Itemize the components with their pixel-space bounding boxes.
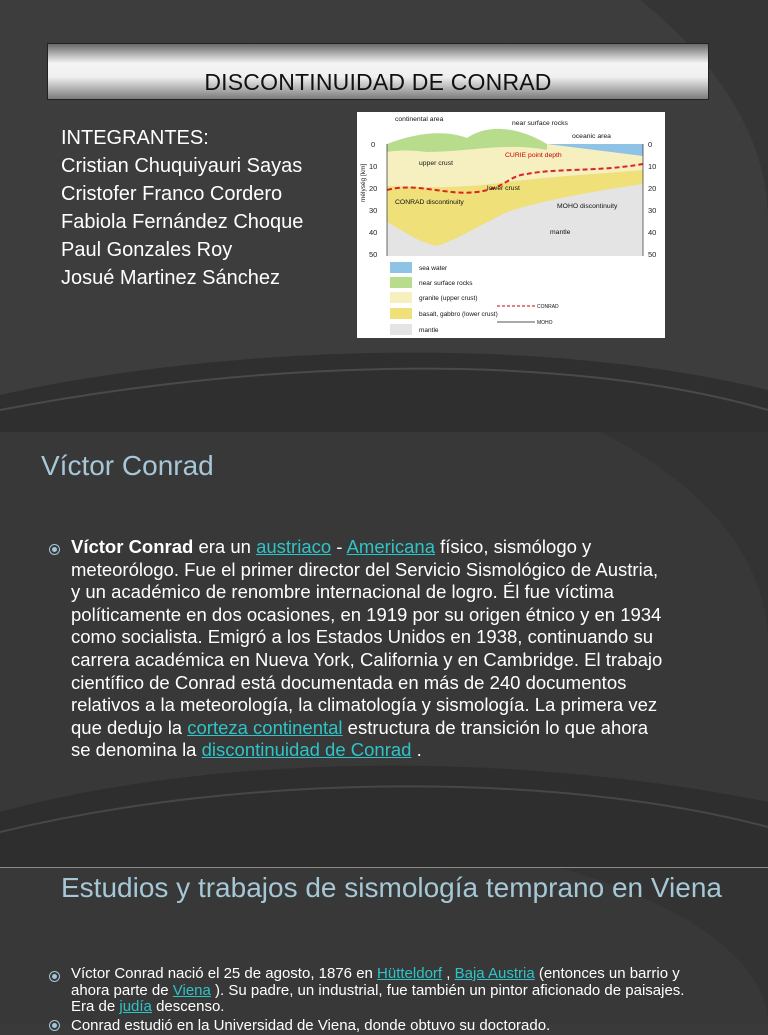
legend-moho-line: MOHO <box>537 320 553 326</box>
depth-tick: 50 <box>648 250 657 259</box>
legend-basalt: basalt, gabbro (lower crust) <box>419 311 498 318</box>
slide-title-text: DISCONTINUIDAD DE CONRAD <box>204 69 552 95</box>
link-hutteldorf[interactable]: Hütteldorf <box>377 965 443 982</box>
bio-text: . <box>411 739 422 761</box>
bio-text: era un <box>193 536 257 557</box>
legend-swatch-mantle <box>390 324 412 335</box>
early-text: , <box>442 965 455 982</box>
label-curie: CURIE point depth <box>505 152 562 159</box>
slide-title <box>0 0 768 432</box>
depth-tick: 20 <box>648 184 657 193</box>
depth-tick: 0 <box>371 140 376 149</box>
legend-sea: sea water <box>419 265 448 272</box>
bullet-icon <box>49 971 60 982</box>
bio-text: físico, sismólogo y meteorólogo. Fue el primer director del Servicio Sismológico de Austria, y un académico de renombre internacional de logro. Él fue víctima políticamente en dos ocasiones, en 1919 por su origen étnico y en 1934 como socialista. Emigró a los Estados Unidos en 1938, continuando su carrera académica en Nueva York, California y en Cambridge. El trabajo científico de Conrad está documentada en más de 240 documentos relativos a la meteorología, la climatología y sismología. La primera vez que dedujo la <box>71 536 663 738</box>
bio-paragraph <box>71 536 671 762</box>
members-heading: INTEGRANTES: <box>61 127 209 149</box>
title-banner <box>47 43 709 100</box>
depth-tick: 50 <box>369 250 378 259</box>
bullet-icon <box>49 1020 60 1031</box>
slide-early-studies <box>0 868 768 1034</box>
link-viena[interactable]: Viena <box>172 981 211 999</box>
legend-granite: granite (upper crust) <box>419 295 478 302</box>
member-name: Josué Martinez Sánchez <box>61 267 281 289</box>
slide-victor-conrad <box>0 432 768 868</box>
legend-swatch-granite <box>390 292 412 303</box>
slide-heading: Víctor Conrad <box>41 450 214 481</box>
studies-paragraph: Conrad estudió en la Universidad de Viena, donde obtuvo su doctorado. <box>71 1017 551 1034</box>
early-text: ). Su padre, un industrial, fue también un pintor aficionado de paisajes. Era de <box>71 981 685 1015</box>
member-name: Paul Gonzales Roy <box>61 239 233 261</box>
legend-swatch-basalt <box>390 308 412 319</box>
bullet-icon <box>49 544 60 555</box>
early-text: descenso. <box>151 998 225 1015</box>
depth-tick: 0 <box>648 140 653 149</box>
member-name: Cristofer Franco Cordero <box>61 183 283 205</box>
axis-title: mélység [km] <box>360 163 367 202</box>
link-austriaco[interactable]: austriaco <box>256 536 332 557</box>
members-list <box>61 124 303 292</box>
crust-diagram-svg <box>357 112 665 338</box>
depth-tick: 30 <box>369 206 378 215</box>
depth-tick: 20 <box>369 184 378 193</box>
depth-tick: 30 <box>648 206 657 215</box>
legend-swatch-sea <box>390 262 412 273</box>
crust-diagram <box>357 112 665 338</box>
early-life-paragraph <box>71 966 701 1016</box>
depth-tick: 40 <box>369 228 378 237</box>
early-text: (entonces un barrio y ahora parte de <box>71 965 680 999</box>
legend-mantle: mantle <box>419 327 439 334</box>
depth-tick: 40 <box>648 228 657 237</box>
depth-tick: 10 <box>648 162 657 171</box>
member-name: Fabiola Fernández Choque <box>61 211 304 233</box>
label-continental: continental area <box>395 116 444 123</box>
label-upper-crust: upper crust <box>419 160 454 167</box>
link-discontinuidad-conrad[interactable]: discontinuidad de Conrad <box>201 739 412 761</box>
label-lower-crust: lower crust <box>487 185 520 192</box>
label-near-surface: near surface rocks <box>512 120 568 127</box>
legend-swatch-near <box>390 277 412 288</box>
label-oceanic: oceanic area <box>572 133 611 140</box>
bio-text: estructura de transición lo que ahora se denomina la <box>71 716 648 761</box>
label-mantle: mantle <box>550 229 571 236</box>
link-americana[interactable]: Americana <box>346 536 436 557</box>
bio-name: Víctor Conrad <box>71 536 194 557</box>
depth-tick: 10 <box>369 162 378 171</box>
member-name: Cristian Chuquiyauri Sayas <box>61 155 303 177</box>
link-corteza-continental[interactable]: corteza continental <box>187 716 343 738</box>
legend-near: near surface rocks <box>419 280 473 287</box>
label-moho: MOHO discontinuity <box>557 203 618 210</box>
link-baja-austria[interactable]: Baja Austria <box>454 965 535 982</box>
legend-conrad-line: CONRAD <box>537 304 559 310</box>
link-judia[interactable]: judía <box>119 998 152 1015</box>
early-text: Víctor Conrad nació el 25 de agosto, 1876 en <box>71 965 378 982</box>
bio-text: - <box>331 536 347 557</box>
slide-heading: Estudios y trabajos de sismología temprano en Viena <box>61 872 722 903</box>
label-conrad: CONRAD discontinuity <box>395 199 464 206</box>
